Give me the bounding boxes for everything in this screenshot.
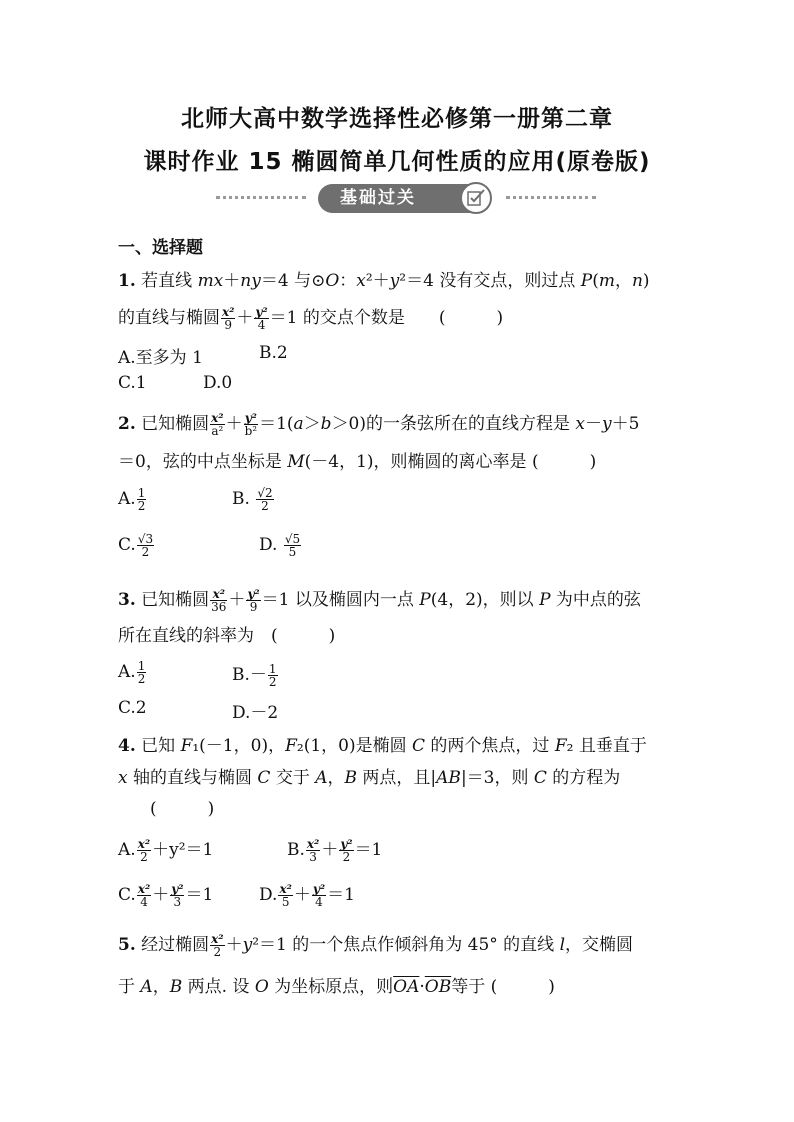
text: F [285, 736, 297, 756]
text: ₂ 且垂直于 [566, 736, 647, 756]
option-letter: B. [232, 489, 256, 509]
fraction [170, 883, 184, 908]
numerator: x² [210, 588, 227, 601]
text: 两点，且| [357, 768, 437, 788]
question-2-option-c [118, 533, 155, 558]
numerator: x² [222, 305, 235, 319]
text: 的两个焦点，过 [425, 736, 555, 756]
text: 经过椭圆 [141, 935, 210, 955]
text: ＝1 [185, 885, 214, 905]
text: 为坐标原点，则 [268, 977, 394, 997]
text: y [242, 935, 253, 955]
text: ＋ [321, 840, 339, 860]
text: b [320, 414, 332, 434]
text: P [580, 271, 593, 291]
option-letter: B. [287, 840, 305, 860]
text: 轴的直线与椭圆 [127, 768, 258, 788]
dot-product: · [419, 977, 425, 997]
page-title: 北师大高中数学选择性必修第一册第二章 [181, 106, 613, 132]
numerator: y² [340, 837, 353, 851]
question-1-option-d: D.0 [203, 373, 233, 393]
text: mx [197, 271, 224, 291]
text: A [140, 977, 153, 997]
text: ( [592, 271, 599, 291]
question-5-line-1 [118, 930, 633, 958]
text: ＞ [303, 414, 321, 434]
numerator: x² [306, 837, 320, 851]
section-banner [210, 184, 600, 214]
text: AB [436, 768, 461, 788]
text: C [257, 768, 271, 788]
question-number: 3. [118, 590, 136, 610]
text: ＋5 [611, 414, 640, 434]
question-number: 5. [118, 935, 136, 955]
text: A [315, 768, 328, 788]
question-4-line-2 [118, 763, 620, 788]
fraction [284, 533, 301, 558]
question-1-option-a: A.至多为 1 [118, 348, 203, 368]
text: ， [614, 271, 632, 291]
text: 交于 [270, 768, 316, 788]
denominator: 2 [268, 675, 277, 689]
text: ＝1 [327, 885, 355, 905]
denominator: b² [244, 424, 258, 438]
question-3-option-d: D.－2 [232, 703, 279, 723]
question-4-option-c [118, 880, 213, 908]
text: 已知椭圆 [141, 590, 210, 610]
text: ＞0)的一条弦所在的直线方程是 [331, 414, 576, 434]
banner-divider-right [506, 196, 596, 201]
text: F [554, 736, 567, 756]
text: |＝3，则 [460, 768, 534, 788]
fraction [244, 412, 259, 437]
pencil-check-icon [460, 182, 492, 214]
numerator: x² [211, 932, 224, 946]
text: ＝1 以及椭圆内一点 [261, 590, 420, 610]
text: ＋ [236, 308, 254, 328]
text: ，交椭圆 [565, 935, 634, 955]
text: ) [642, 271, 650, 291]
text: B [344, 768, 358, 788]
text: C [412, 736, 426, 756]
numerator: √3 [137, 532, 154, 546]
text: ， [327, 768, 345, 788]
text: 已知 [141, 736, 181, 756]
denominator: 2 [342, 850, 351, 864]
denominator: 9 [249, 600, 258, 614]
text: 若直线 [141, 271, 198, 291]
text: ＋ [293, 885, 311, 905]
question-1-line-1 [118, 266, 650, 291]
question-1-option-c: C.1 [118, 373, 147, 393]
denominator: 2 [261, 499, 269, 513]
question-1-option-b: B.2 [259, 343, 288, 363]
fraction [278, 883, 292, 908]
text: ₁(－1，0)， [192, 736, 286, 756]
numerator: 1 [268, 662, 277, 676]
text: ： [339, 271, 357, 291]
text: a [293, 414, 304, 434]
question-4-option-b [287, 835, 382, 863]
fraction [254, 306, 268, 331]
denominator: 36 [211, 600, 227, 614]
text: C [533, 768, 547, 788]
denominator: 9 [224, 318, 233, 332]
denominator: 4 [315, 895, 323, 909]
question-2-line-1 [118, 409, 639, 437]
numerator: x² [137, 837, 151, 851]
text: O [325, 271, 340, 291]
text: ²＝4 没有交点，则过点 [399, 271, 581, 291]
option-letter: B.－ [232, 665, 267, 685]
denominator: 2 [137, 672, 146, 686]
denominator: a² [211, 424, 224, 438]
text: P [419, 590, 431, 610]
option-letter: A. [118, 840, 136, 860]
question-2-option-a [118, 487, 147, 512]
option-letter: D. [259, 535, 283, 555]
fraction [246, 588, 260, 613]
text: y [602, 414, 612, 434]
question-4-option-a [118, 835, 213, 863]
fraction [210, 412, 224, 437]
text: ny [240, 271, 261, 291]
question-2-line-2 [118, 447, 596, 472]
denominator: 2 [137, 499, 146, 513]
fraction [221, 306, 235, 331]
question-number: 2. [118, 414, 136, 434]
numerator: y² [244, 411, 257, 425]
option-letter: C. [118, 535, 136, 555]
text: ＋ [225, 935, 243, 955]
text: x [575, 414, 586, 434]
vector-ob: $\overline{OB}$ [424, 977, 452, 997]
fraction [256, 487, 273, 512]
text: P [539, 590, 551, 610]
text: 已知椭圆 [141, 414, 210, 434]
text: 为中点的弦 [550, 590, 641, 610]
text: 等于 ( ) [451, 977, 555, 997]
text: 两点. 设 [182, 977, 255, 997]
text: (4，2)，则以 [430, 590, 540, 610]
numerator: y² [171, 882, 184, 896]
option-letter: A. [118, 662, 136, 682]
text: ₂(1，0)是椭圆 [296, 736, 412, 756]
fraction [137, 533, 154, 558]
question-3-line-2: 所在直线的斜率为 ( ) [118, 626, 336, 646]
banner-label: 基础过关 [318, 184, 486, 213]
text: ＝0，弦的中点坐标是 [118, 452, 288, 472]
vector-oa: $\overline{OA}$ [393, 977, 420, 997]
fraction [268, 663, 278, 688]
fraction [306, 838, 320, 863]
text: M [287, 452, 305, 472]
fraction [210, 933, 224, 958]
denominator: 5 [288, 545, 297, 559]
numerator: y² [312, 882, 326, 896]
option-letter: C. [118, 885, 136, 905]
fraction [312, 883, 326, 908]
banner-divider-left [216, 196, 306, 201]
text: 于 [118, 977, 141, 997]
text: F [180, 736, 193, 756]
option-letter: A. [118, 489, 136, 509]
fraction [137, 660, 147, 685]
question-3-option-c: C.2 [118, 698, 147, 718]
text: ²＋ [365, 271, 390, 291]
text: ＋ [223, 271, 241, 291]
numerator: 1 [137, 486, 146, 500]
question-2-option-b [232, 487, 275, 512]
numerator: x² [279, 882, 292, 896]
question-3-option-a [118, 660, 147, 685]
denominator: 4 [257, 318, 266, 332]
fraction [210, 588, 227, 613]
question-3-line-1 [118, 585, 641, 613]
question-1-line-2 [118, 303, 503, 331]
question-2-option-d [259, 533, 302, 558]
text: x [356, 271, 366, 291]
numerator: y² [247, 587, 260, 601]
numerator: √2 [257, 486, 273, 500]
option-letter: D. [259, 885, 278, 905]
text: y [389, 271, 400, 291]
fraction [137, 883, 151, 908]
numerator: y² [255, 305, 268, 319]
fraction [137, 838, 151, 863]
question-4-option-d [259, 880, 355, 908]
text: ＝1( [259, 414, 294, 434]
text: 的直线与椭圆 [118, 308, 220, 328]
fraction [339, 838, 353, 863]
denominator: 2 [140, 850, 148, 864]
text: n [631, 271, 643, 291]
text: ＝1 [354, 840, 383, 860]
denominator: 2 [213, 945, 222, 959]
text: m [598, 271, 615, 291]
denominator: 2 [141, 545, 150, 559]
text: － [585, 414, 603, 434]
text: B [169, 977, 183, 997]
text: ＝1 的交点个数是 ( ) [269, 308, 504, 328]
text: ， [152, 977, 170, 997]
text: x [118, 768, 128, 788]
text: ²＝1 的一个焦点作倾斜角为 45° 的直线 [252, 935, 560, 955]
numerator: x² [211, 411, 224, 425]
text: l [559, 935, 566, 955]
denominator: 3 [309, 850, 317, 864]
text: ＋ [225, 414, 243, 434]
denominator: 5 [281, 895, 290, 909]
numerator: x² [137, 882, 151, 896]
question-3-option-b [232, 660, 279, 688]
fraction [137, 487, 147, 512]
text: 的方程为 [546, 768, 621, 788]
text: (－4，1)，则椭圆的离心率是 ( ) [304, 452, 597, 472]
numerator: 1 [137, 659, 146, 673]
text: ＋y²＝1 [152, 840, 214, 860]
question-number: 4. [118, 736, 136, 756]
question-number: 1. [118, 271, 136, 291]
question-5-line-2 [118, 972, 555, 997]
text: O [254, 977, 269, 997]
question-4-answer-blank: ( ) [150, 799, 215, 819]
section-heading: 一、选择题 [118, 238, 203, 258]
text: ＋ [228, 590, 246, 610]
numerator: √5 [284, 532, 301, 546]
denominator: 4 [140, 895, 148, 909]
text: ＋ [152, 885, 170, 905]
text: ＝4 与⊙ [260, 271, 326, 291]
question-4-line-1 [118, 731, 647, 756]
page-subtitle: 课时作业 15 椭圆简单几何性质的应用(原卷版) [143, 149, 651, 175]
denominator: 3 [173, 895, 182, 909]
